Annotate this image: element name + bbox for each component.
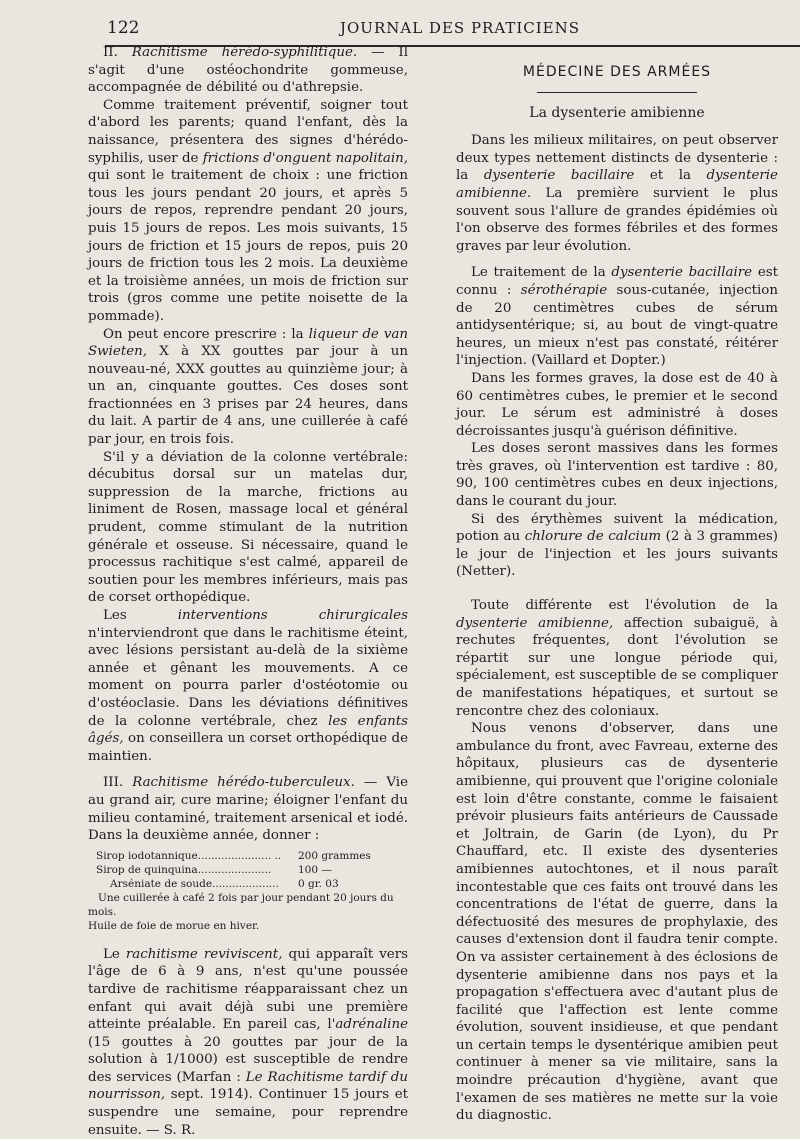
journal-title: JOURNAL DES PRATICIENS: [340, 19, 581, 37]
paragraph-amoebic-evolution: Toute différente est l'évolution de la dysenterie amibienne, affection subaiguë, à rechutes fréquentes, dont l'évolution se répartit sur une longue période qui, spécialement, est susceptible de se compliquer de manifestations hépatiques, et surtout se rencontre chez des coloniaux.: [456, 598, 779, 719]
article-title: La dysenterie amibienne: [529, 104, 705, 121]
section-rule: [537, 92, 697, 93]
prescription-note: Une cuillerée à café 2 fois par jour pendant 20 jours du mois.: [88, 891, 394, 918]
prescription-row: Sirop de quinquina ...................... 100 —: [96, 863, 332, 876]
prescription-note: Huile de foie de morue en hiver.: [88, 919, 260, 932]
page-number: 122: [107, 18, 140, 38]
prescription-row: Arséniate de soude .................... 0 gr. 03: [110, 877, 339, 890]
paragraph-reviviscent: Le rachitisme reviviscent, qui apparaît vers l'âge de 6 à 9 ans, n'est qu'une poussée tardive de rachitisme réapparaissant chez un enfant qui avait déjà subi une première atteinte préalable. En pareil cas, l'adrénaline (15 gouttes à 20 gouttes par jour de la solution à 1/1000) est susceptible de rendre des services (Marfan : Le Rachitisme tardif du nourrisson, sept. 1914). Continuer 15 jours et suspendre une semaine, pour reprendre ensuite. — S. R.: [88, 946, 409, 1138]
paragraph-preventive-treatment: Comme traitement préventif, soigner tout d'abord les parents; quand l'enfant, dès la naissance, présentera des signes d'hérédo-syphilis, user de frictions d'onguent napolitain, qui sont le traitement de choix : une friction tous les jours pendant 20 jours, et après 5 jours de repos, reprendre pendant 20 jours, puis 15 jours de repos. Les mois suivants, 15 jours de friction et 15 jours de repos, puis 20 jours de friction tous les 2 mois. La deuxième et la troisième années, un mois de friction sur trois (gros comme une petite noisette de la pommade).: [88, 97, 408, 324]
paragraph-surgical: Les interventions chirurgicales n'interviendront que dans le rachitisme éteint, avec lésions persistant au-delà de la sixième année et gênant les mouvements. A ce moment on pourra parler d'ostéotomie ou d'ostéoclasie. Dans les déviations définitives de la colonne vertébrale, chez les enfants âgés, on conseillera un corset orthopédique de maintien.: [88, 608, 409, 764]
paragraph-two-types: Dans les milieux militaires, on peut observer deux types nettement distincts de dysenterie : la dysenterie bacillaire et la dysenterie amibienne. La première survient le plus souvent sous l'allure de grandes épidémies où l'on observe des formes fébriles et des formes graves par leur évolution.: [456, 133, 778, 254]
section-title: MÉDECINE DES ARMÉES: [522, 64, 712, 80]
paragraph-syphilitic: II. Rachitisme hérédo-syphilitique. — Il s'agit d'une ostéochondrite gommeuse, accompagnée de débilité ou d'athrepsie.: [88, 45, 408, 96]
prescription: [88, 849, 408, 933]
paragraph-spinal-deviation: S'il y a déviation de la colonne vertébrale: décubitus dorsal sur un matelas dur, suppression de la marche, frictions au liniment de Rosen, massage local et général prudent, comme stimulant de la nutrition générale et osseuse. Si nécessaire, quand le processus rachitique s'est calmé, appareil de soutien pour les membres inférieurs, mais pas de corset orthopédique.: [88, 449, 408, 606]
left-column: [88, 44, 408, 1139]
paragraph-erythemas: Si des érythèmes suivent la médication, potion au chlorure de calcium (2 à 3 grammes) le jour de l'injection et les jours suivants (Netter).: [456, 511, 779, 580]
paragraph-tuberculous: III. Rachitisme hérédo-tuberculeux. — Vie au grand air, cure marine; éloigner l'enfant du milieu contaminé, traitement arsenical et iodé. Dans la deuxième année, donner :: [88, 775, 408, 844]
paragraph-grave-forms: Dans les formes graves, la dose est de 40 à 60 centimètres cubes, le premier et le second jour. Le sérum est administré à doses décroissantes jusqu'à guérison définitive.: [456, 370, 778, 439]
prescription-row: Sirop iodotannique ...................... .. 200 grammes: [96, 849, 371, 862]
paragraph-bacillary-treatment: Le traitement de la dysenterie bacillaire est connu : sérothérapie sous-cutanée, injection de 20 centimètres cubes de sérum antidysentérique; si, au bout de vingt-quatre heures, un mieux n'est pas constaté, réitérer l'injection. (Vaillard et Dopter.): [456, 265, 778, 369]
paragraph-observations: Nous venons d'observer, dans une ambulance du front, avec Favreau, externe des hôpitaux, plusieurs cas de dysenterie amibienne, qui prouvent que l'origine coloniale est loin d'être constante, comme le faisaient prévoir plusieurs faits antérieurs de Caussade et Joltrain, de Garin (de Lyon), du Pr Chauffard, etc. Il existe des dysenteries amibiennes autochtones, et il nous paraît incontestable que ces faits ont trouvé dans les concentrations de l'état de guerre, dans la défectuosité des mesures de prophylaxie, des causes d'extension dont il faudra tenir compte. On va assister certainement à des éclosions de dysenterie amibienne dans nos pays et la propagation s'effectuera avec d'autant plus de facilité que l'affection est lente comme évolution, souvent insidieuse, et que pendant un certain temps le dysentérique amibien peut continuer à mener sa vie militaire, sans la moindre précaution d'hygiène, avant que l'examen de ses matières ne mette sur la voie du diagnostic.: [456, 721, 778, 1124]
paragraph-massive-doses: Les doses seront massives dans les formes très graves, où l'intervention est tardive : 80, 90, 100 centimètres cubes en deux injections, dans le courant du jour.: [456, 441, 778, 510]
page-header: [0, 10, 800, 46]
right-column: [456, 58, 778, 1125]
paragraph-van-swieten: On peut encore prescrire : la liqueur de van Swieten, X à XX gouttes par jour à un nouveau-né, XXX gouttes au quinzième jour; à un an, cinquante gouttes. Ces doses sont fractionnées en 3 prises par 24 heures, dans du lait. A partir de 4 ans, une cuillerée à café par jour, en trois fois.: [88, 326, 408, 448]
